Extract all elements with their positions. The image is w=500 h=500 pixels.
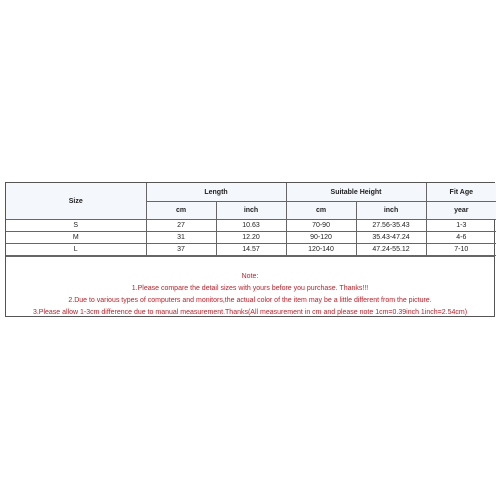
- table-row: [6, 244, 496, 256]
- subheader-length-inch: inch: [216, 202, 286, 220]
- header-fit-age: Fit Age: [426, 183, 496, 202]
- cell-length-inch: 10.63: [216, 220, 286, 232]
- cell-age: 7-10: [426, 244, 496, 256]
- cell-height-cm: 90-120: [286, 232, 356, 244]
- cell-size: M: [6, 232, 146, 244]
- cell-height-inch: 47.24-55.12: [356, 244, 426, 256]
- note-line-3: 3.Please allow 1-3cm difference due to manual measurement.Thanks(All measurement in cm and please note 1cm=0.39inch 1inch=2.54cm): [32, 309, 468, 316]
- cell-age: 4-6: [426, 232, 496, 244]
- subheader-length-cm: cm: [146, 202, 216, 220]
- cell-length-inch: 12.20: [216, 232, 286, 244]
- size-chart: [5, 182, 495, 317]
- header-suitable-height: Suitable Height: [286, 183, 426, 202]
- cell-size: S: [6, 220, 146, 232]
- subheader-height-inch: inch: [356, 202, 426, 220]
- cell-height-cm: 120-140: [286, 244, 356, 256]
- cell-height-inch: 35.43-47.24: [356, 232, 426, 244]
- subheader-age-year: year: [426, 202, 496, 220]
- size-table: [6, 183, 496, 256]
- cell-length-inch: 14.57: [216, 244, 286, 256]
- notes-section: [6, 256, 494, 316]
- cell-age: 1-3: [426, 220, 496, 232]
- subheader-height-cm: cm: [286, 202, 356, 220]
- note-line-1: 1.Please compare the detail sizes with yours before you purchase. Thanks!!!: [131, 285, 369, 292]
- cell-length-cm: 31: [146, 232, 216, 244]
- note-line-2: 2.Due to various types of computers and monitors,the actual color of the item may be a little different from the picture.: [68, 297, 432, 304]
- cell-length-cm: 37: [146, 244, 216, 256]
- cell-size: L: [6, 244, 146, 256]
- cell-height-cm: 70-90: [286, 220, 356, 232]
- header-length: Length: [146, 183, 286, 202]
- header-size: Size: [6, 183, 146, 220]
- cell-length-cm: 27: [146, 220, 216, 232]
- cell-height-inch: 27.56-35.43: [356, 220, 426, 232]
- table-row: [6, 220, 496, 232]
- notes-title: Note:: [241, 273, 259, 280]
- table-row: [6, 232, 496, 244]
